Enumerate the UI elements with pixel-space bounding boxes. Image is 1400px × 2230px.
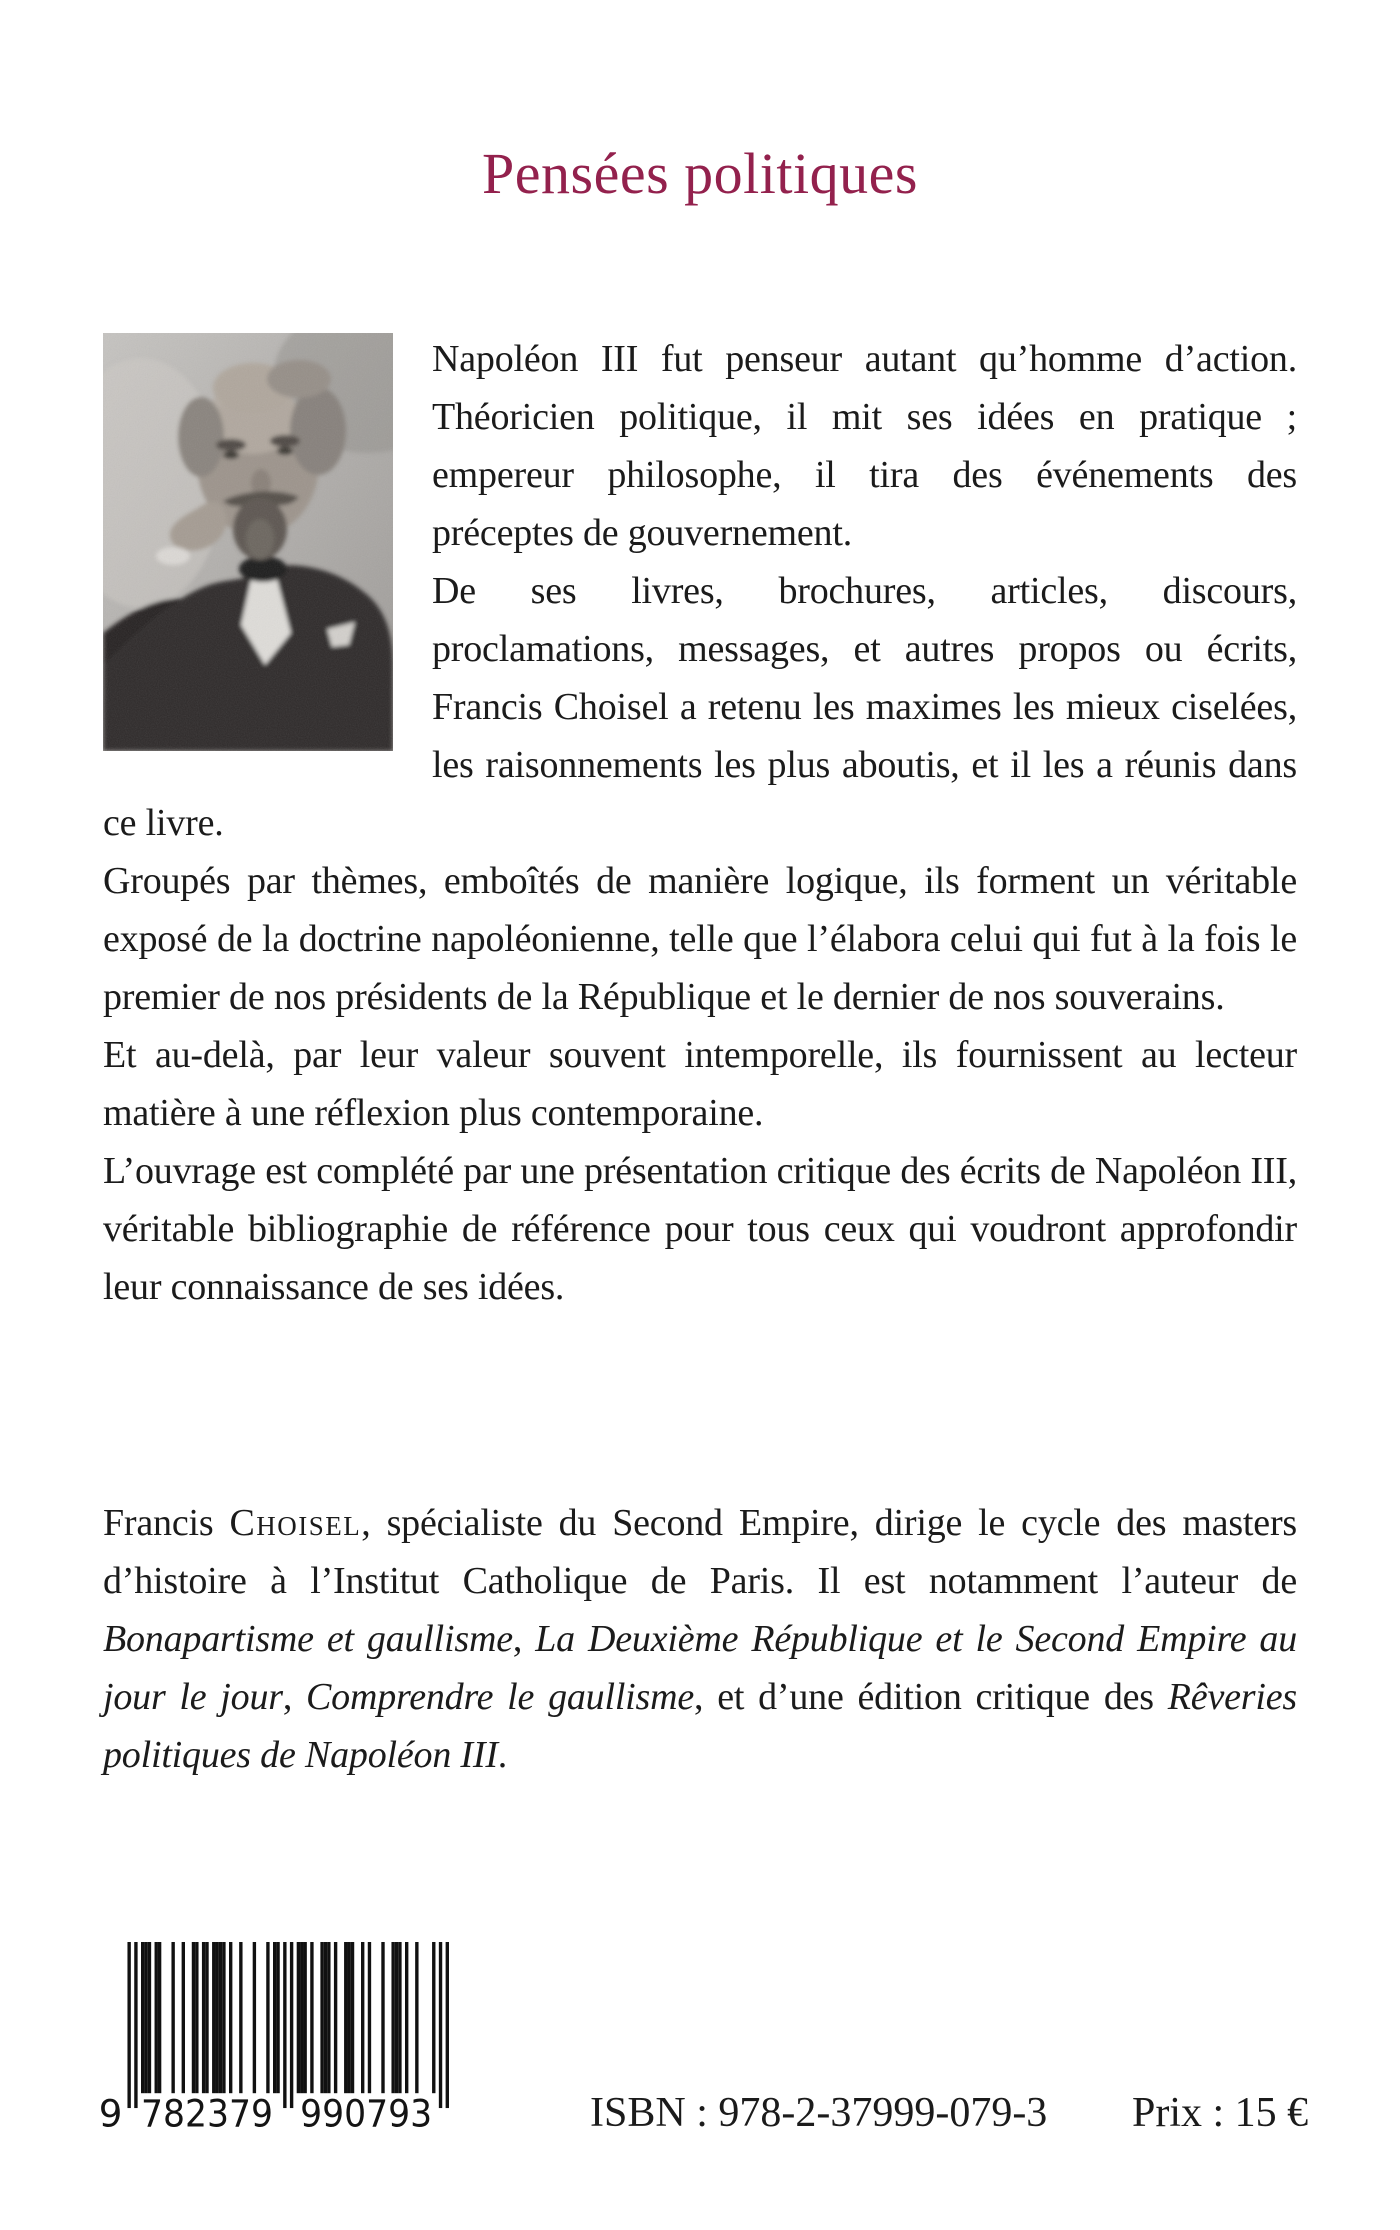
book-title: Pensées politiques	[482, 141, 918, 206]
bio-segment: , et d’une édition critique des	[694, 1676, 1168, 1718]
bio-segment: Francis	[103, 1502, 230, 1544]
price-text: Prix : 15 €	[1132, 2090, 1309, 2136]
bio-segment: La Deuxième République et le Second Empire au jour le jour	[103, 1618, 1297, 1718]
synopsis-paragraph-3: Groupés par thèmes, emboîtés de manière logique, ils forment un véritable exposé de la doctrine napoléonienne, telle que l’élabora celui qui fut à la fois le premier de nos présidents de la République et le dernier de nos souverains.	[103, 860, 1297, 1018]
bio-segment: Rêveries politiques de Napoléon III	[103, 1676, 1297, 1776]
barcode-digit-group-3: 990793	[300, 2091, 433, 2136]
barcode-digit-group-2: 782379	[141, 2091, 273, 2136]
bio-segment: .	[497, 1734, 508, 1776]
bio-segment: Choisel	[229, 1502, 362, 1544]
synopsis-paragraph-4: Et au-delà, par leur valeur souvent intemporelle, ils fournissent au lecteur matière à une réflexion plus contemporaine.	[103, 1034, 1297, 1134]
synopsis	[103, 330, 1297, 1316]
bio-segment: ,	[282, 1676, 307, 1718]
isbn-text: ISBN : 978-2-37999-079-3	[590, 2090, 1048, 2136]
bio-segment: Comprendre le gaullisme	[306, 1676, 695, 1718]
portrait-photo	[103, 333, 393, 751]
barcode-svg	[97, 1942, 449, 2136]
author-bio	[103, 1494, 1297, 1784]
barcode-digit-group-1: 9	[98, 2091, 123, 2136]
barcode-bars	[127, 1942, 449, 2108]
bio-segment: Bonapartisme et gaullisme	[103, 1618, 513, 1660]
synopsis-paragraph-2: De ses livres, brochures, articles, discours, proclamations, messages, et autres propos ou écrits, Francis Choisel a retenu les maximes les mieux ciselées, les raisonnements les plus aboutis, et il les a réunis dans ce livre.	[103, 570, 1297, 844]
portrait-photo-illustration	[103, 333, 393, 751]
synopsis-paragraph-1: Napoléon III fut penseur autant qu’homme d’action. Théoricien politique, il mit ses idées en pratique ; empereur philosophe, il tira des événements des préceptes de gouvernement.	[432, 338, 1297, 554]
bio-segment: , spécialiste du Second Empire, dirige le cycle des masters d’histoire à l’Institut Catholique de Paris. Il est notamment l’auteur de	[103, 1502, 1297, 1602]
bio-segment: ,	[512, 1618, 536, 1660]
synopsis-paragraph-5: L’ouvrage est complété par une présentation critique des écrits de Napoléon III, véritable bibliographie de référence pour tous ceux qui voudront approfondir leur connaissance de ses idées.	[103, 1150, 1297, 1308]
barcode	[97, 1942, 449, 2136]
